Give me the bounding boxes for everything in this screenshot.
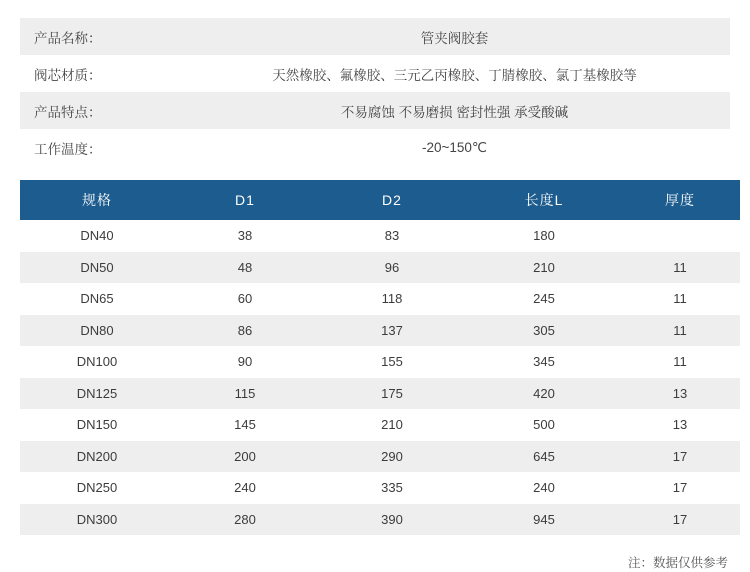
cell-spec: DN65 [20, 283, 174, 315]
cell-spec: DN80 [20, 315, 174, 347]
spec-row [20, 92, 730, 129]
cell-d2: 137 [316, 315, 468, 347]
cell-d1: 38 [174, 220, 316, 252]
cell-length: 210 [468, 252, 620, 284]
spec-table [20, 18, 730, 166]
cell-d2: 390 [316, 504, 468, 536]
cell-spec: DN50 [20, 252, 174, 284]
spec-value: 管夹阀胶套 [189, 18, 730, 55]
cell-d1: 60 [174, 283, 316, 315]
column-header-d2: D2 [316, 180, 468, 220]
spec-row [20, 129, 730, 166]
column-header-spec: 规格 [20, 180, 174, 220]
cell-thickness: 13 [620, 409, 740, 441]
column-header-length: 长度L [468, 180, 620, 220]
dimension-table [20, 180, 740, 535]
table-row [20, 441, 740, 473]
spec-label: 工作温度： [20, 129, 189, 166]
table-header-row [20, 180, 740, 220]
cell-d1: 90 [174, 346, 316, 378]
spec-row [20, 18, 730, 55]
cell-d1: 280 [174, 504, 316, 536]
cell-d1: 145 [174, 409, 316, 441]
cell-thickness: 11 [620, 346, 740, 378]
table-row [20, 472, 740, 504]
cell-length: 240 [468, 472, 620, 504]
cell-length: 245 [468, 283, 620, 315]
table-footnote: 注：数据仅供参考 [627, 556, 728, 570]
spec-value: 天然橡胶、氟橡胶、三元乙丙橡胶、丁腈橡胶、氯丁基橡胶等 [189, 55, 730, 92]
cell-spec: DN300 [20, 504, 174, 536]
spec-row [20, 55, 730, 92]
spec-label: 产品名称： [20, 18, 189, 55]
cell-d2: 83 [316, 220, 468, 252]
cell-spec: DN250 [20, 472, 174, 504]
cell-d2: 210 [316, 409, 468, 441]
cell-d1: 115 [174, 378, 316, 410]
spec-label: 产品特点： [20, 92, 189, 129]
spec-table-body [20, 18, 730, 166]
cell-d1: 86 [174, 315, 316, 347]
column-header-d1: D1 [174, 180, 316, 220]
cell-length: 500 [468, 409, 620, 441]
cell-d2: 175 [316, 378, 468, 410]
table-row [20, 252, 740, 284]
table-row [20, 346, 740, 378]
cell-length: 420 [468, 378, 620, 410]
cell-thickness: 11 [620, 252, 740, 284]
table-row [20, 504, 740, 536]
table-row [20, 378, 740, 410]
cell-spec: DN125 [20, 378, 174, 410]
cell-d2: 335 [316, 472, 468, 504]
dimension-table-wrap [20, 180, 730, 535]
cell-thickness: 13 [620, 378, 740, 410]
cell-spec: DN100 [20, 346, 174, 378]
table-row [20, 220, 740, 252]
spec-label: 阀芯材质： [20, 55, 189, 92]
cell-length: 305 [468, 315, 620, 347]
spec-value: 不易腐蚀 不易磨损 密封性强 承受酸碱 [189, 92, 730, 129]
cell-spec: DN200 [20, 441, 174, 473]
table-row [20, 409, 740, 441]
cell-spec: DN150 [20, 409, 174, 441]
dimension-table-head [20, 180, 740, 220]
table-row [20, 315, 740, 347]
cell-d2: 96 [316, 252, 468, 284]
cell-d1: 200 [174, 441, 316, 473]
cell-thickness: 17 [620, 472, 740, 504]
spec-value: -20~150℃ [189, 129, 730, 166]
cell-spec: DN40 [20, 220, 174, 252]
cell-thickness: 17 [620, 441, 740, 473]
cell-thickness [620, 220, 740, 252]
cell-length: 180 [468, 220, 620, 252]
cell-thickness: 11 [620, 315, 740, 347]
cell-d2: 290 [316, 441, 468, 473]
column-header-thickness: 厚度 [620, 180, 740, 220]
cell-d1: 240 [174, 472, 316, 504]
cell-thickness: 11 [620, 283, 740, 315]
cell-d2: 118 [316, 283, 468, 315]
cell-length: 645 [468, 441, 620, 473]
cell-length: 945 [468, 504, 620, 536]
cell-d2: 155 [316, 346, 468, 378]
dimension-table-body [20, 220, 740, 535]
cell-length: 345 [468, 346, 620, 378]
cell-d1: 48 [174, 252, 316, 284]
table-row [20, 283, 740, 315]
cell-thickness: 17 [620, 504, 740, 536]
